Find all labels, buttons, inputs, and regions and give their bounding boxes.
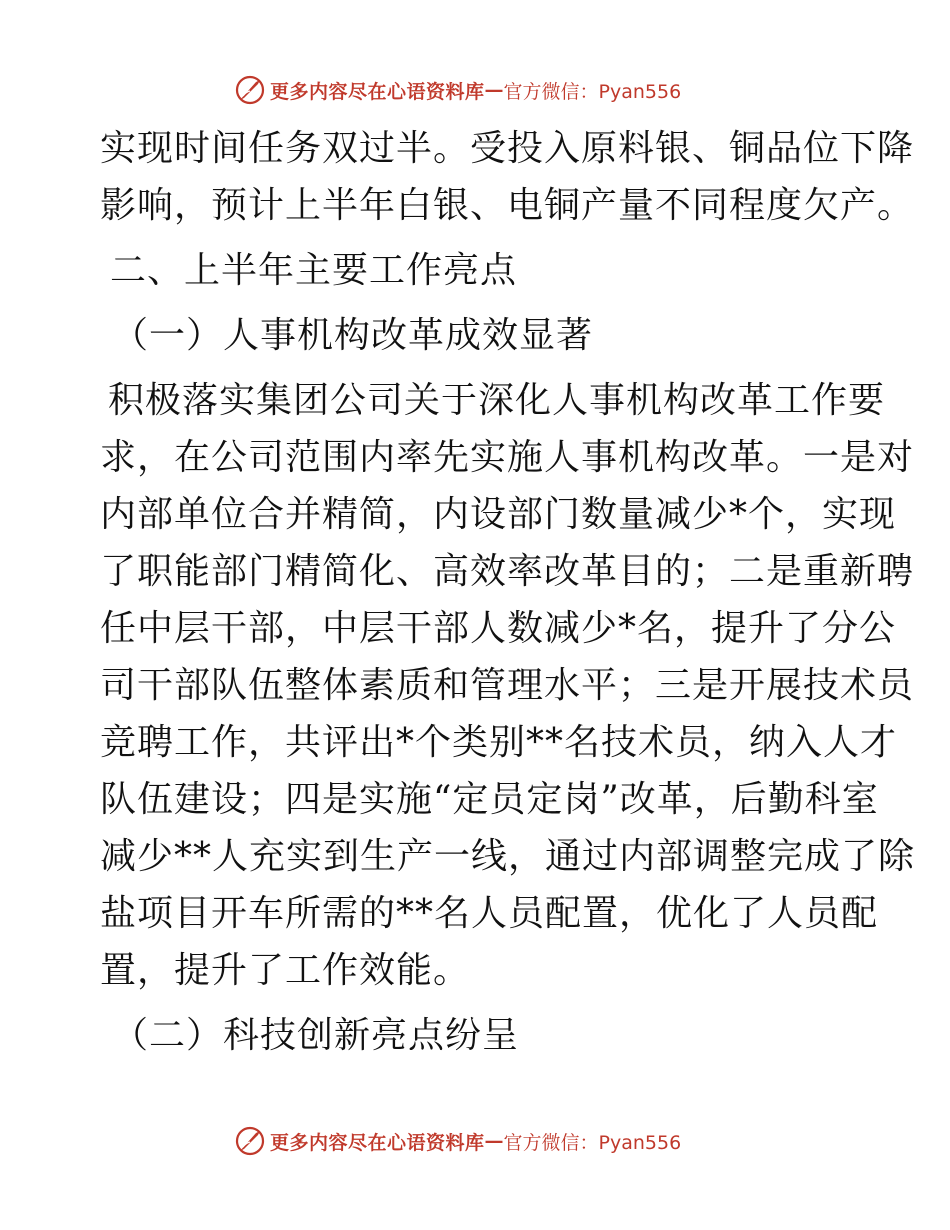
watermark-separator: — — [484, 1130, 504, 1152]
paragraph-line: 了职能部门精简化、高效率改革目的；二是重新聘 — [100, 551, 915, 592]
paragraph-line: 任中层干部，中层干部人数减少*名，提升了分公 — [100, 608, 897, 649]
document-body — [100, 120, 916, 1064]
subsection-heading-1: （一）人事机构改革成效显著 — [112, 315, 594, 356]
paragraph-line: 司干部队伍整体素质和管理水平；三是开展技术员 — [100, 665, 915, 706]
watermark-text: 更多内容尽在心语资料库 — [270, 1131, 485, 1154]
watermark-separator: — — [484, 79, 504, 101]
watermark-text: 更多内容尽在心语资料库 — [270, 80, 485, 103]
watermark-wechat: 官方微信：Pyan556 — [503, 1131, 682, 1154]
paragraph-line: 竞聘工作，共评出*个类别**名技术员，纳入人才 — [100, 722, 898, 763]
watermark-wechat: 官方微信：Pyan556 — [503, 80, 682, 103]
paragraph-line: 内部单位合并精简，内设部门数量减少*个，实现 — [100, 494, 897, 535]
section-heading: 二、上半年主要工作亮点 — [110, 250, 518, 291]
watermark-banner-top — [234, 74, 681, 106]
paragraph-line: 实现时间任务双过半。受投入原料银、铜品位下降 — [100, 128, 915, 169]
watermark-banner-bottom — [234, 1125, 681, 1157]
paragraph-line: 求，在公司范围内率先实施人事机构改革。一是对 — [100, 437, 915, 478]
paragraph-line: 盐项目开车所需的**名人员配置，优化了人员配 — [100, 893, 879, 934]
subsection-heading-2: （二）科技创新亮点纷呈 — [112, 1015, 520, 1056]
quill-seal-icon — [234, 1125, 266, 1157]
paragraph-line: 减少**人充实到生产一线，通过内部调整完成了除 — [100, 836, 916, 877]
paragraph-line: 置，提升了工作效能。 — [100, 950, 471, 991]
paragraph-line: 影响，预计上半年白银、电铜产量不同程度欠产。 — [100, 185, 915, 226]
quill-seal-icon — [234, 74, 266, 106]
paragraph-line: 积极落实集团公司关于深化人事机构改革工作要 — [108, 380, 886, 421]
paragraph-line: 队伍建设；四是实施“定员定岗”改革，后勤科室 — [100, 779, 879, 820]
